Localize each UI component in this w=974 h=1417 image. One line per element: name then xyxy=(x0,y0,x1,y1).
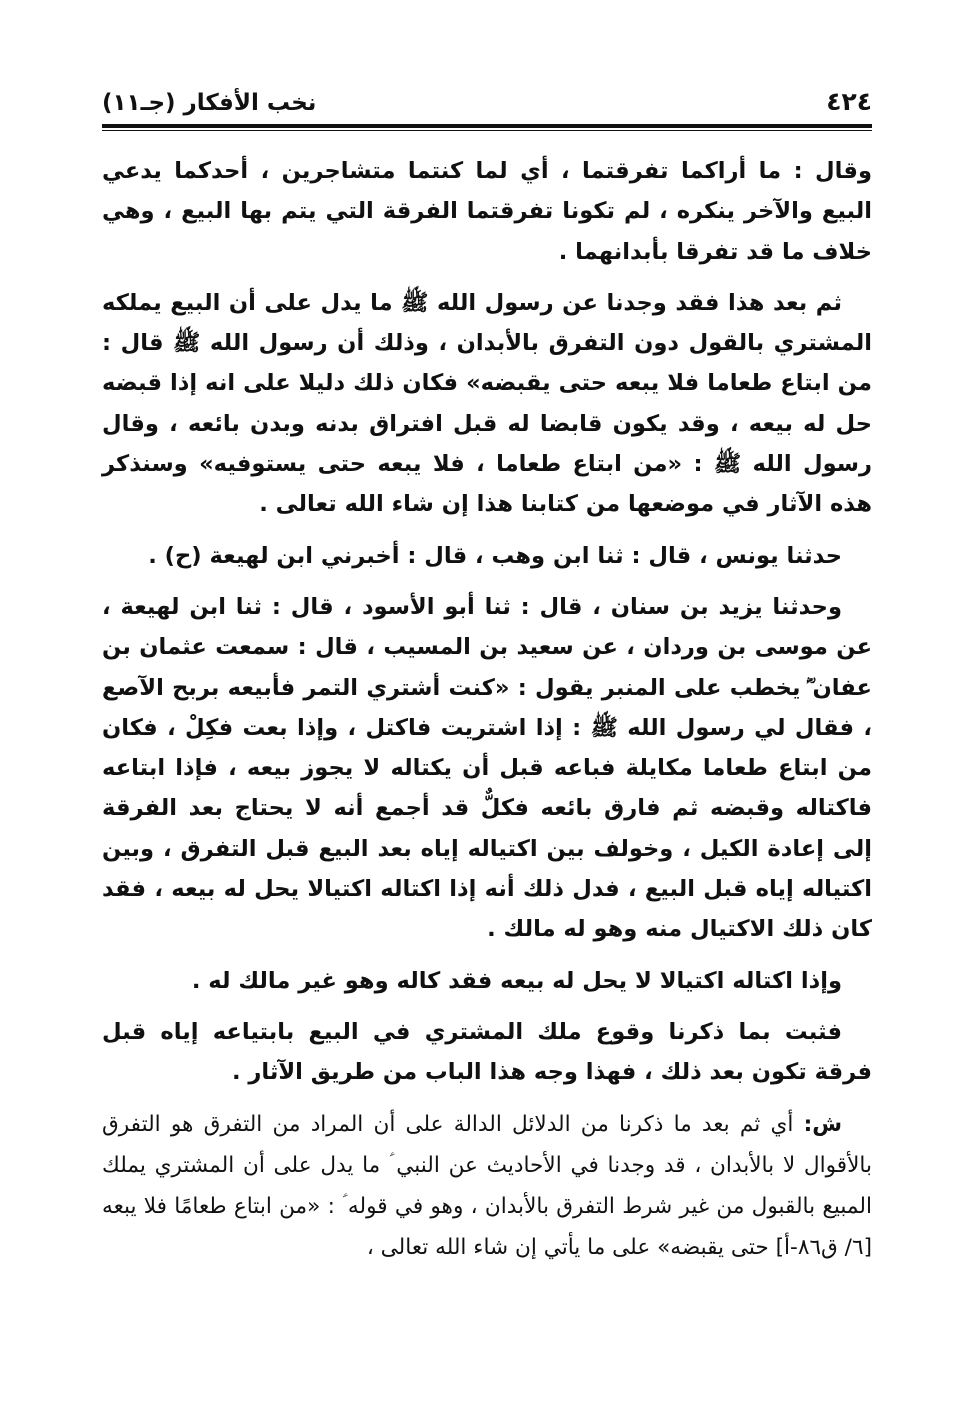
book-title: نخب الأفكار (جـ١١) xyxy=(102,90,317,116)
paragraph-2: ثم بعد هذا فقد وجدنا عن رسول الله ﷺ ما يدل على أن البيع يملكه المشتري بالقول دون التفرق بالأبدان ، وذلك أن رسول الله ﷺ قال : من ابتاع طعاما فلا يبعه حتى يقبضه» فكان ذلك دليلا على انه إذا قبضه حل له بيعه ، وقد يكون قابضا له قبل افتراق بدنه وبدن بائعه ، وقال رسول الله ﷺ : «من ابتاع طعاما ، فلا يبعه حتى يستوفيه» وسنذكر هذه الآثار في موضعها من كتابنا هذا إن شاء الله تعالى . xyxy=(102,289,872,518)
main-text xyxy=(102,151,872,1093)
page-number: ٤٢٤ xyxy=(826,87,872,116)
header-rule-thick xyxy=(102,124,872,128)
commentary-section xyxy=(102,1104,872,1268)
commentary-marker: ش: xyxy=(803,1111,842,1137)
commentary-text: أي ثم بعد ما ذكرنا من الدلائل الدالة على أن المراد من التفرق هو التفرق بالأقوال لا بالأبدان ، قد وجدنا في الأحاديث عن النبي ؑ ما يدل على أن المشتري يملك المبيع بالقبول من غير شرط التفرق بالأبدان ، وهو في قوله ؑ : «من ابتاع طعامًا فلا يبعه [٦/ ق٨٦-أ] حتى يقبضه» على ما يأتي إن شاء الله تعالى ، xyxy=(102,1111,872,1260)
paragraph-5: وإذا اكتاله اكتيالا لا يحل له بيعه فقد كاله وهو غير مالك له . xyxy=(191,967,842,994)
page-header xyxy=(102,72,872,116)
paragraph-3: حدثنا يونس ، قال : ثنا ابن وهب ، قال : أخبرني ابن لهيعة (ح) . xyxy=(148,542,842,569)
header-rule-thin xyxy=(102,130,872,131)
paragraph-6: فثبت بما ذكرنا وقوع ملك المشتري في البيع بابتياعه إياه قبل فرقة تكون بعد ذلك ، فهذا وجه هذا الباب من طريق الآثار . xyxy=(102,1018,872,1086)
paragraph-4: وحدثنا يزيد بن سنان ، قال : ثنا أبو الأسود ، قال : ثنا ابن لهيعة ، عن موسى بن وردان ، عن سعيد بن المسيب ، قال : سمعت عثمان بن عفان ؓ يخطب على المنبر يقول : «كنت أشتري التمر فأبيعه بربح الآصع ، فقال لي رسول الله ﷺ : إذا اشتريت فاكتل ، وإذا بعت فكِلْ ، فكان من ابتاع طعاما مكايلة فباعه قبل أن يكتاله لا يجوز بيعه ، فإذا ابتاعه فاكتاله وقبضه ثم فارق بائعه فكلٌّ قد أجمع أنه لا يحتاج بعد الفرقة إلى إعادة الكيل ، وخولف بين اكتياله إياه بعد البيع قبل التفرق ، وبين اكتياله إياه قبل البيع ، فدل ذلك أنه إذا اكتاله اكتيالا يحل له بيعه ، فقد كان ذلك الاكتيال منه وهو له مالك . xyxy=(102,593,872,943)
paragraph-1: وقال : ما أراكما تفرقتما ، أي لما كنتما متشاجرين ، أحدكما يدعي البيع والآخر ينكره ، لم تكونا تفرقتما الفرقة التي يتم بها البيع ، وهي خلاف ما قد تفرقا بأبدانهما . xyxy=(102,158,872,265)
commentary-paragraph xyxy=(102,1104,872,1268)
